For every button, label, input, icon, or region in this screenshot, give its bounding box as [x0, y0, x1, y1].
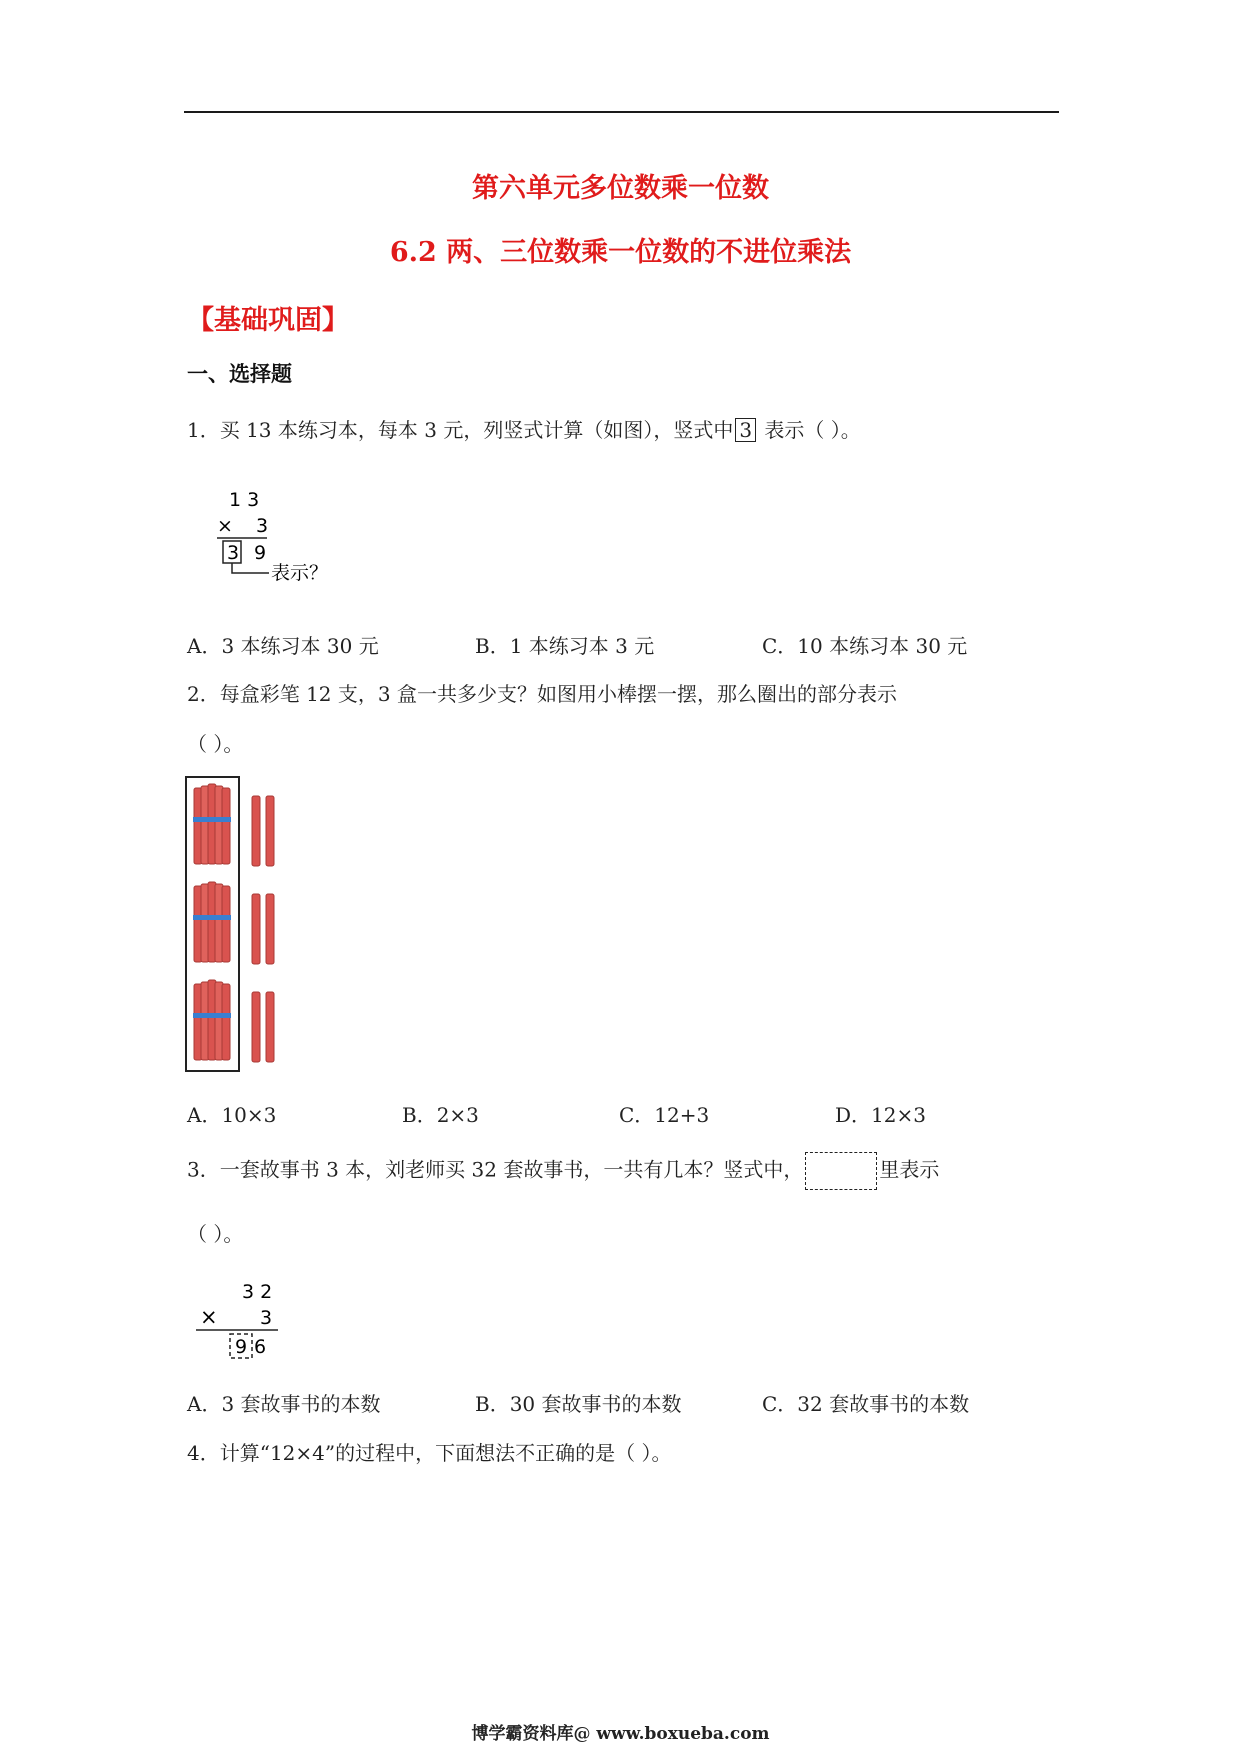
q2-option-c[interactable]: C．12+3	[619, 1103, 710, 1127]
q1-result-rest: 9	[254, 542, 267, 564]
q3-option-b[interactable]: B．30 套故事书的本数	[475, 1392, 682, 1416]
question-1-text: 1．买 13 本练习本，每本 3 元，列竖式计算（如图），竖式中	[187, 418, 734, 442]
question-4-stem: 4．计算“12×4”的过程中，下面想法不正确的是（ ）。	[187, 1441, 672, 1465]
q3-multiplicand: 3 2	[242, 1281, 273, 1303]
page-title: 第六单元多位数乘一位数	[472, 173, 769, 204]
q3-times-sign: ×	[200, 1305, 218, 1329]
question-2-line1: 2．每盒彩笔 12 支，3 盒一共多少支？如图用小棒摆一摆，那么圈出的部分表示	[187, 682, 897, 706]
question-2-line2: （ ）。	[187, 732, 244, 756]
question-1-boxed-digit: 3	[735, 418, 756, 442]
question-3-figure	[190, 1276, 300, 1366]
q2-option-a[interactable]: A．10×3	[187, 1103, 277, 1127]
q1-multiplier: 3	[256, 515, 269, 537]
q3-option-a[interactable]: A．3 套故事书的本数	[187, 1392, 381, 1416]
question-1-figure	[205, 482, 355, 592]
q3-multiplier: 3	[260, 1307, 273, 1329]
q3-option-c[interactable]: C．32 套故事书的本数	[762, 1392, 970, 1416]
q1-option-c[interactable]: C．10 本练习本 30 元	[762, 634, 968, 658]
q1-option-b[interactable]: B．1 本练习本 3 元	[475, 634, 655, 658]
q2-bundle-of-ten	[193, 980, 231, 1060]
q1-pointer-line	[232, 563, 269, 573]
question-3-line1	[187, 1152, 939, 1190]
q1-option-a[interactable]: A．3 本练习本 30 元	[187, 634, 379, 658]
part-heading: 一、选择题	[187, 361, 292, 386]
q2-two-sticks	[252, 992, 274, 1062]
q1-times-sign: ×	[217, 515, 233, 537]
question-1-text-end: 表示（ ）。	[758, 418, 861, 442]
header-rule	[184, 111, 1059, 113]
q3-result-rest: 6	[254, 1336, 267, 1358]
footer-source: 博学霸资料库@ www.boxueba.com	[471, 1724, 770, 1744]
q3-result-boxed: 9	[235, 1336, 248, 1358]
section-heading: 【基础巩固】	[187, 305, 349, 336]
question-3-line2: （ ）。	[187, 1222, 244, 1246]
q2-option-d[interactable]: D．12×3	[835, 1103, 926, 1127]
q2-two-sticks	[252, 894, 274, 964]
question-3-text: 3．一套故事书 3 本，刘老师买 32 套故事书，一共有几本？竖式中，	[187, 1157, 804, 1182]
q1-note: 表示？	[271, 562, 329, 584]
q1-result-boxed: 3	[227, 542, 240, 564]
question-3-text-end: 里表示	[879, 1157, 940, 1182]
question-3-dashed-box	[805, 1152, 877, 1190]
question-1-stem	[187, 414, 861, 443]
q2-bundle-of-ten	[193, 784, 231, 864]
q2-two-sticks	[252, 796, 274, 866]
question-2-sticks-figure	[185, 776, 295, 1076]
q1-multiplicand: 1 3	[229, 489, 260, 511]
q2-option-b[interactable]: B．2×3	[402, 1103, 479, 1127]
q2-bundle-of-ten	[193, 882, 231, 962]
page-subtitle: 6.2 两、三位数乘一位数的不进位乘法	[389, 237, 852, 268]
